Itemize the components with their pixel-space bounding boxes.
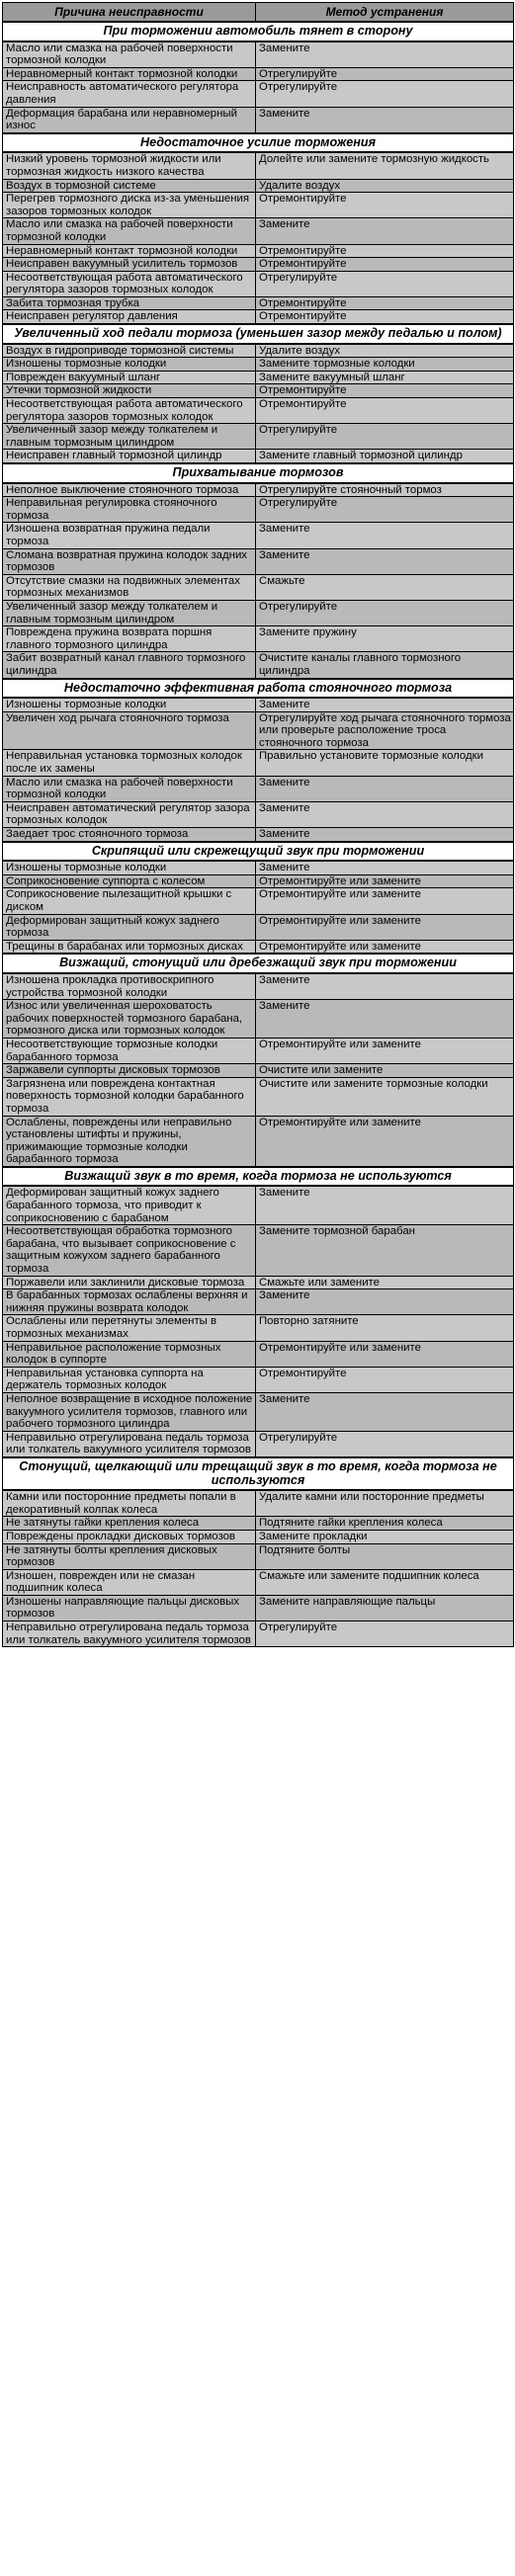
fix-cell: Отремонтируйте bbox=[256, 310, 514, 324]
table-row bbox=[3, 698, 514, 711]
section-header bbox=[3, 22, 514, 42]
fix-cell: Отремонтируйте bbox=[256, 1367, 514, 1392]
table-row bbox=[3, 1490, 514, 1517]
cause-cell: Несоответствующая работа автоматического регулятора зазоров тормозных колодок bbox=[3, 271, 256, 296]
cause-cell: Повреждены прокладки дисковых тормозов bbox=[3, 1530, 256, 1543]
table-row bbox=[3, 398, 514, 424]
cause-cell: Неправильно отрегулирована педаль тормоза или толкатель вакуумного усилителя тормозов bbox=[3, 1621, 256, 1647]
table-row bbox=[3, 424, 514, 450]
fix-cell: Замените bbox=[256, 1000, 514, 1039]
table-row bbox=[3, 1621, 514, 1647]
fix-cell: Замените вакуумный шланг bbox=[256, 371, 514, 384]
fix-cell: Замените bbox=[256, 828, 514, 842]
cause-cell: Забита тормозная трубка bbox=[3, 296, 256, 310]
table-header-row bbox=[3, 3, 514, 23]
table-row bbox=[3, 750, 514, 776]
fix-cell: Замените bbox=[256, 776, 514, 801]
table-row bbox=[3, 193, 514, 218]
cause-cell: Соприкосновение пылезащитной крышки с диском bbox=[3, 888, 256, 914]
fix-cell: Замените тормозные колодки bbox=[256, 358, 514, 372]
table-row bbox=[3, 384, 514, 398]
table-row bbox=[3, 1289, 514, 1315]
cause-cell: Масло или смазка на рабочей поверхности тормозной колодки bbox=[3, 218, 256, 244]
fix-cell: Подтяните гайки крепления колеса bbox=[256, 1517, 514, 1531]
cause-cell: Деформирован защитный кожух заднего барабанного тормоза, что приводит к соприкосновению с барабаном bbox=[3, 1186, 256, 1224]
cause-cell: Утечки тормозной жидкости bbox=[3, 384, 256, 398]
table-row bbox=[3, 450, 514, 463]
fix-cell: Очистите каналы главного тормозного цилиндра bbox=[256, 652, 514, 679]
cause-cell: Изношен, поврежден или не смазан подшипник колеса bbox=[3, 1569, 256, 1595]
table-row bbox=[3, 1116, 514, 1167]
table-row bbox=[3, 152, 514, 179]
cause-cell: В барабанных тормозах ослаблены верхняя и нижняя пружины возврата колодок bbox=[3, 1289, 256, 1315]
cause-cell: Масло или смазка на рабочей поверхности тормозной колодки bbox=[3, 776, 256, 801]
section-header bbox=[3, 324, 514, 344]
fix-cell: Подтяните болты bbox=[256, 1543, 514, 1569]
table-row bbox=[3, 914, 514, 940]
header-fix: Метод устранения bbox=[256, 3, 514, 23]
fix-cell: Отрегулируйте bbox=[256, 271, 514, 296]
cause-cell: Неравномерный контакт тормозной колодки bbox=[3, 244, 256, 258]
table-row bbox=[3, 1517, 514, 1531]
fix-cell: Долейте или замените тормозную жидкость bbox=[256, 152, 514, 179]
table-row bbox=[3, 1315, 514, 1341]
section-header bbox=[3, 133, 514, 153]
table-row bbox=[3, 67, 514, 81]
fix-cell: Замените bbox=[256, 1289, 514, 1315]
fix-cell: Отрегулируйте bbox=[256, 600, 514, 625]
table-row bbox=[3, 523, 514, 548]
fix-cell: Замените направляющие пальцы bbox=[256, 1595, 514, 1620]
cause-cell: Деформация барабана или неравномерный износ bbox=[3, 107, 256, 133]
cause-cell: Неправильная установка тормозных колодок после их замены bbox=[3, 750, 256, 776]
fix-cell: Замените bbox=[256, 801, 514, 827]
section-title: Увеличенный ход педали тормоза (уменьшен зазор между педалью и полом) bbox=[3, 324, 514, 344]
fix-cell: Замените bbox=[256, 548, 514, 574]
table-row bbox=[3, 940, 514, 954]
table-row bbox=[3, 179, 514, 193]
section-header bbox=[3, 463, 514, 483]
fix-cell: Удалите камни или посторонние предметы bbox=[256, 1490, 514, 1517]
troubleshooting-table bbox=[2, 2, 514, 1647]
section-title: Визжащий, стонущий или дребезжащий звук при торможении bbox=[3, 954, 514, 973]
table-row bbox=[3, 244, 514, 258]
fix-cell: Замените bbox=[256, 1186, 514, 1224]
fix-cell: Смажьте bbox=[256, 574, 514, 600]
cause-cell: Изношены направляющие пальцы дисковых тормозов bbox=[3, 1595, 256, 1620]
fix-cell: Отрегулируйте стояночный тормоз bbox=[256, 483, 514, 497]
section-title: Недостаточно эффективная работа стояночного тормоза bbox=[3, 679, 514, 699]
cause-cell: Изношены тормозные колодки bbox=[3, 358, 256, 372]
fix-cell: Замените bbox=[256, 1392, 514, 1431]
cause-cell: Воздух в гидроприводе тормозной системы bbox=[3, 344, 256, 358]
fix-cell: Отремонтируйте bbox=[256, 258, 514, 272]
table-row bbox=[3, 1064, 514, 1078]
cause-cell: Изношена прокладка противоскрипного устройства тормозной колодки bbox=[3, 973, 256, 1000]
fix-cell: Отремонтируйте bbox=[256, 296, 514, 310]
fix-cell: Замените bbox=[256, 218, 514, 244]
cause-cell: Неполное возвращение в исходное положение вакуумного усилителя тормозов, главного или рабочего тормозного цилиндра bbox=[3, 1392, 256, 1431]
cause-cell: Ослаблены, повреждены или неправильно установлены штифты и пружины, прижимающие тормозные колодки барабанного тормоза bbox=[3, 1116, 256, 1167]
fix-cell: Очистите или замените тормозные колодки bbox=[256, 1077, 514, 1116]
table-body bbox=[3, 22, 514, 1647]
cause-cell: Трещины в барабанах или тормозных дисках bbox=[3, 940, 256, 954]
table-row bbox=[3, 42, 514, 68]
table-row bbox=[3, 973, 514, 1000]
cause-cell: Заедает трос стояночного тормоза bbox=[3, 828, 256, 842]
fix-cell: Замените bbox=[256, 523, 514, 548]
fix-cell: Отрегулируйте bbox=[256, 1431, 514, 1457]
cause-cell: Поржавели или заклинили дисковые тормоза bbox=[3, 1276, 256, 1289]
table-row bbox=[3, 310, 514, 324]
table-row bbox=[3, 574, 514, 600]
cause-cell: Отсутствие смазки на подвижных элементах тормозных механизмов bbox=[3, 574, 256, 600]
table-row bbox=[3, 344, 514, 358]
table-row bbox=[3, 626, 514, 652]
fix-cell: Замените прокладки bbox=[256, 1530, 514, 1543]
table-row bbox=[3, 861, 514, 874]
table-row bbox=[3, 1431, 514, 1457]
cause-cell: Изношены тормозные колодки bbox=[3, 861, 256, 874]
fix-cell: Отрегулируйте ход рычага стояночного тормоза или проверьте расположение троса стояночного тормоза bbox=[256, 711, 514, 750]
section-title: Визжащий звук в то время, когда тормоза не используются bbox=[3, 1167, 514, 1187]
cause-cell: Заржавели суппорты дисковых тормозов bbox=[3, 1064, 256, 1078]
cause-cell: Неисправен регулятор давления bbox=[3, 310, 256, 324]
fix-cell: Удалите воздух bbox=[256, 344, 514, 358]
cause-cell: Неисправен вакуумный усилитель тормозов bbox=[3, 258, 256, 272]
section-header bbox=[3, 954, 514, 973]
fix-cell: Отрегулируйте bbox=[256, 81, 514, 107]
table-row bbox=[3, 1000, 514, 1039]
cause-cell: Не затянуты болты крепления дисковых тормозов bbox=[3, 1543, 256, 1569]
fix-cell: Замените bbox=[256, 973, 514, 1000]
table-row bbox=[3, 1225, 514, 1276]
fix-cell: Замените bbox=[256, 861, 514, 874]
cause-cell: Повреждена пружина возврата поршня главного тормозного цилиндра bbox=[3, 626, 256, 652]
cause-cell: Сломана возвратная пружина колодок задних тормозов bbox=[3, 548, 256, 574]
section-title: Прихватывание тормозов bbox=[3, 463, 514, 483]
table-row bbox=[3, 801, 514, 827]
fix-cell: Повторно затяните bbox=[256, 1315, 514, 1341]
cause-cell: Перегрев тормозного диска из-за уменьшения зазоров тормозных колодок bbox=[3, 193, 256, 218]
cause-cell: Неправильная установка суппорта на держатель тормозных колодок bbox=[3, 1367, 256, 1392]
fix-cell: Отремонтируйте или замените bbox=[256, 1038, 514, 1063]
cause-cell: Неправильная регулировка стояночного тормоза bbox=[3, 497, 256, 523]
cause-cell: Увеличенный зазор между толкателем и главным тормозным цилиндром bbox=[3, 424, 256, 450]
table-row bbox=[3, 1392, 514, 1431]
table-row bbox=[3, 358, 514, 372]
fix-cell: Отрегулируйте bbox=[256, 67, 514, 81]
table-row bbox=[3, 81, 514, 107]
section-title: При торможении автомобиль тянет в сторону bbox=[3, 22, 514, 42]
cause-cell: Изношена возвратная пружина педали тормоза bbox=[3, 523, 256, 548]
cause-cell: Масло или смазка на рабочей поверхности тормозной колодки bbox=[3, 42, 256, 68]
fix-cell: Отремонтируйте или замените bbox=[256, 1341, 514, 1367]
table-row bbox=[3, 652, 514, 679]
fix-cell: Смажьте или замените bbox=[256, 1276, 514, 1289]
cause-cell: Несоответствующая работа автоматического регулятора зазоров тормозных колодок bbox=[3, 398, 256, 424]
table-row bbox=[3, 296, 514, 310]
table-row bbox=[3, 828, 514, 842]
cause-cell: Воздух в тормозной системе bbox=[3, 179, 256, 193]
header-cause: Причина неисправности bbox=[3, 3, 256, 23]
table-row bbox=[3, 1543, 514, 1569]
fix-cell: Замените пружину bbox=[256, 626, 514, 652]
cause-cell: Неисправен главный тормозной цилиндр bbox=[3, 450, 256, 463]
table-row bbox=[3, 548, 514, 574]
fix-cell: Отремонтируйте bbox=[256, 384, 514, 398]
cause-cell: Неравномерный контакт тормозной колодки bbox=[3, 67, 256, 81]
cause-cell: Деформирован защитный кожух заднего тормоза bbox=[3, 914, 256, 940]
table-row bbox=[3, 497, 514, 523]
cause-cell: Несоответствующая обработка тормозного барабана, что вызывает соприкосновение с защитным кожухом заднего барабанного тормоза bbox=[3, 1225, 256, 1276]
table-row bbox=[3, 888, 514, 914]
fix-cell: Отрегулируйте bbox=[256, 1621, 514, 1647]
table-row bbox=[3, 1367, 514, 1392]
table-row bbox=[3, 1276, 514, 1289]
table-row bbox=[3, 1341, 514, 1367]
cause-cell: Увеличен ход рычага стояночного тормоза bbox=[3, 711, 256, 750]
table-row bbox=[3, 776, 514, 801]
fix-cell: Замените bbox=[256, 107, 514, 133]
fix-cell: Смажьте или замените подшипник колеса bbox=[256, 1569, 514, 1595]
fix-cell: Замените тормозной барабан bbox=[256, 1225, 514, 1276]
cause-cell: Неисправен автоматический регулятор зазора тормозных колодок bbox=[3, 801, 256, 827]
fix-cell: Отремонтируйте или замените bbox=[256, 914, 514, 940]
table-row bbox=[3, 874, 514, 888]
table-row bbox=[3, 258, 514, 272]
fix-cell: Замените bbox=[256, 42, 514, 68]
section-header bbox=[3, 1457, 514, 1490]
cause-cell: Неправильно отрегулирована педаль тормоза или толкатель вакуумного усилителя тормозов bbox=[3, 1431, 256, 1457]
cause-cell: Несоответствующие тормозные колодки барабанного тормоза bbox=[3, 1038, 256, 1063]
cause-cell: Износ или увеличенная шероховатость рабочих поверхностей тормозного барабана, тормозного диска или тормозных колодок bbox=[3, 1000, 256, 1039]
fix-cell: Отрегулируйте bbox=[256, 497, 514, 523]
section-title: Скрипящий или скрежещущий звук при торможении bbox=[3, 842, 514, 862]
fix-cell: Удалите воздух bbox=[256, 179, 514, 193]
cause-cell: Неправильное расположение тормозных колодок в суппорте bbox=[3, 1341, 256, 1367]
fix-cell: Отремонтируйте bbox=[256, 244, 514, 258]
fix-cell: Очистите или замените bbox=[256, 1064, 514, 1078]
cause-cell: Увеличенный зазор между толкателем и главным тормозным цилиндром bbox=[3, 600, 256, 625]
cause-cell: Соприкосновение суппорта с колесом bbox=[3, 874, 256, 888]
section-header bbox=[3, 842, 514, 862]
fix-cell: Правильно установите тормозные колодки bbox=[256, 750, 514, 776]
section-title: Стонущий, щелкающий или трещащий звук в то время, когда тормоза не используются bbox=[3, 1457, 514, 1490]
table-row bbox=[3, 711, 514, 750]
fix-cell: Отремонтируйте или замените bbox=[256, 888, 514, 914]
cause-cell: Низкий уровень тормозной жидкости или тормозная жидкость низкого качества bbox=[3, 152, 256, 179]
section-title: Недостаточное усилие торможения bbox=[3, 133, 514, 153]
table-row bbox=[3, 483, 514, 497]
fix-cell: Отремонтируйте или замените bbox=[256, 874, 514, 888]
table-row bbox=[3, 271, 514, 296]
fix-cell: Отремонтируйте bbox=[256, 193, 514, 218]
cause-cell: Неисправность автоматического регулятора давления bbox=[3, 81, 256, 107]
cause-cell: Изношены тормозные колодки bbox=[3, 698, 256, 711]
cause-cell: Не затянуты гайки крепления колеса bbox=[3, 1517, 256, 1531]
cause-cell: Поврежден вакуумный шланг bbox=[3, 371, 256, 384]
section-header bbox=[3, 679, 514, 699]
table-row bbox=[3, 107, 514, 133]
table-row bbox=[3, 600, 514, 625]
fix-cell: Отремонтируйте или замените bbox=[256, 1116, 514, 1167]
cause-cell: Неполное выключение стояночного тормоза bbox=[3, 483, 256, 497]
table-row bbox=[3, 371, 514, 384]
fix-cell: Замените bbox=[256, 698, 514, 711]
table-row bbox=[3, 1077, 514, 1116]
fix-cell: Замените главный тормозной цилиндр bbox=[256, 450, 514, 463]
table-row bbox=[3, 1569, 514, 1595]
section-header bbox=[3, 1167, 514, 1187]
table-row bbox=[3, 1186, 514, 1224]
table-row bbox=[3, 1595, 514, 1620]
table-row bbox=[3, 1038, 514, 1063]
cause-cell: Загрязнена или повреждена контактная поверхность тормозной колодки барабанного тормоза bbox=[3, 1077, 256, 1116]
fix-cell: Отрегулируйте bbox=[256, 424, 514, 450]
fix-cell: Отремонтируйте bbox=[256, 398, 514, 424]
fix-cell: Отремонтируйте или замените bbox=[256, 940, 514, 954]
cause-cell: Ослаблены или перетянуты элементы в тормозных механизмах bbox=[3, 1315, 256, 1341]
cause-cell: Забит возвратный канал главного тормозного цилиндра bbox=[3, 652, 256, 679]
table-row bbox=[3, 218, 514, 244]
table-row bbox=[3, 1530, 514, 1543]
cause-cell: Камни или посторонние предметы попали в декоративный колпак колеса bbox=[3, 1490, 256, 1517]
